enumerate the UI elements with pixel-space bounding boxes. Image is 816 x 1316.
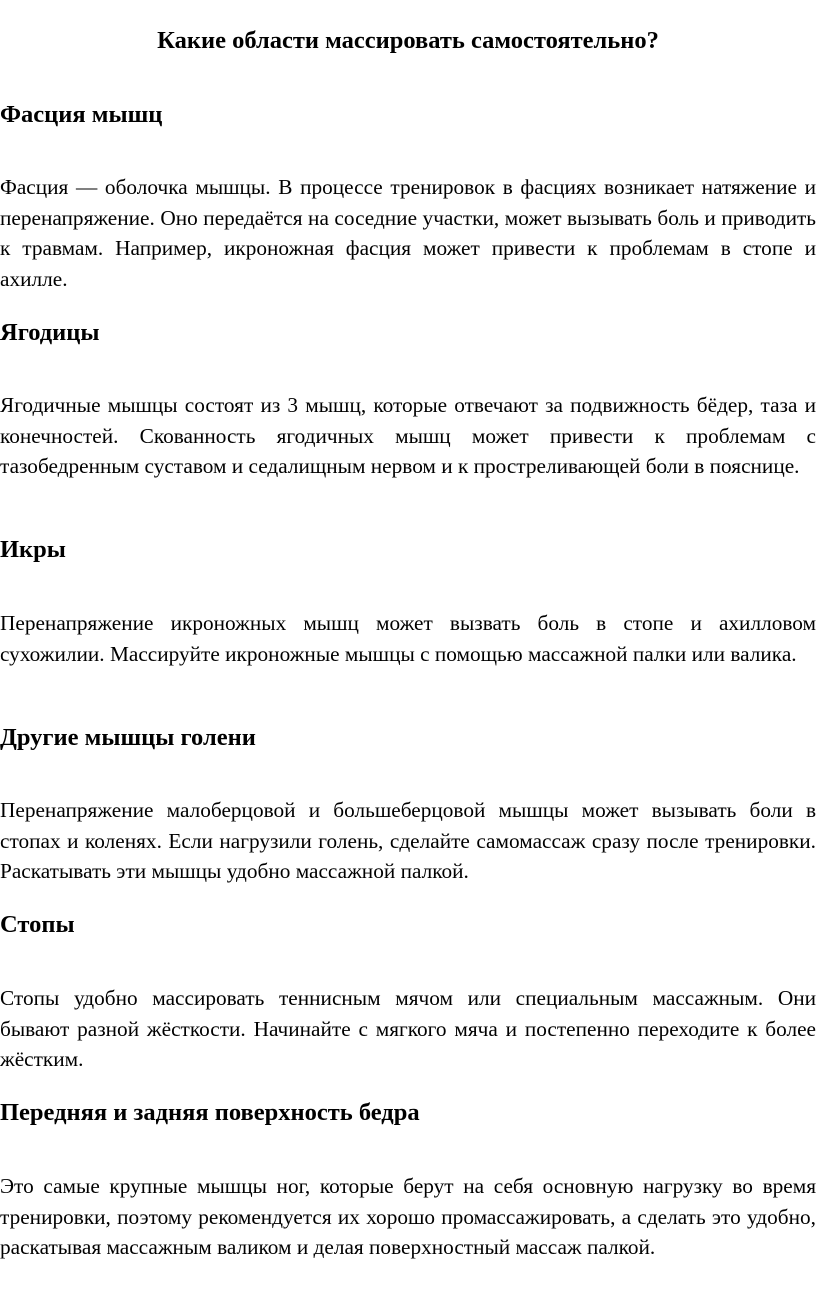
section-heading-thigh: Передняя и задняя поверхность бедра	[0, 1099, 420, 1126]
section-heading-shin: Другие мышцы голени	[0, 724, 256, 751]
page-title: Какие области массировать самостоятельно?	[157, 27, 659, 54]
section-heading-calves: Икры	[0, 536, 66, 563]
section-heading-feet: Стопы	[0, 911, 75, 938]
section-heading-glutes: Ягодицы	[0, 319, 100, 346]
section-text-fascia: Фасция — оболочка мышцы. В процессе тренировок в фасциях возникает натяжение и перенапряжение. Оно передаётся на соседние участки, может вызывать боль и приводить к травмам. Например, икроножная фасция может привести к проблемам в стопе и ахилле.	[0, 175, 816, 291]
section-text-feet: Стопы удобно массировать теннисным мячом или специальным массажным. Они бывают разной жёсткости. Начинайте с мягкого мяча и постепенно переходите к более жёстким.	[0, 986, 816, 1072]
section-text-glutes: Ягодичные мышцы состоят из 3 мышц, которые отвечают за подвижность бёдер, таза и конечностей. Скованность ягодичных мышц может привести к проблемам с тазобедренным суставом и седалищным нервом и к простреливающей боли в пояснице.	[0, 393, 816, 479]
section-text-shin: Перенапряжение малоберцовой и большеберцовой мышцы может вызывать боли в стопах и коленях. Если нагрузили голень, сделайте самомассаж сразу после тренировки. Раскатывать эти мышцы удобно массажной палкой.	[0, 798, 816, 884]
section-heading-fascia: Фасция мышц	[0, 101, 163, 128]
section-text-thigh: Это самые крупные мышцы ног, которые берут на себя основную нагрузку во время тренировки, поэтому рекомендуется их хорошо промассажировать, а сделать это удобно, раскатывая массажным валиком и делая поверхностный массаж палкой.	[0, 1174, 816, 1260]
section-text-calves: Перенапряжение икроножных мышц может вызвать боль в стопе и ахилловом сухожилии. Массируйте икроножные мышцы с помощью массажной палки или валика.	[0, 611, 816, 666]
